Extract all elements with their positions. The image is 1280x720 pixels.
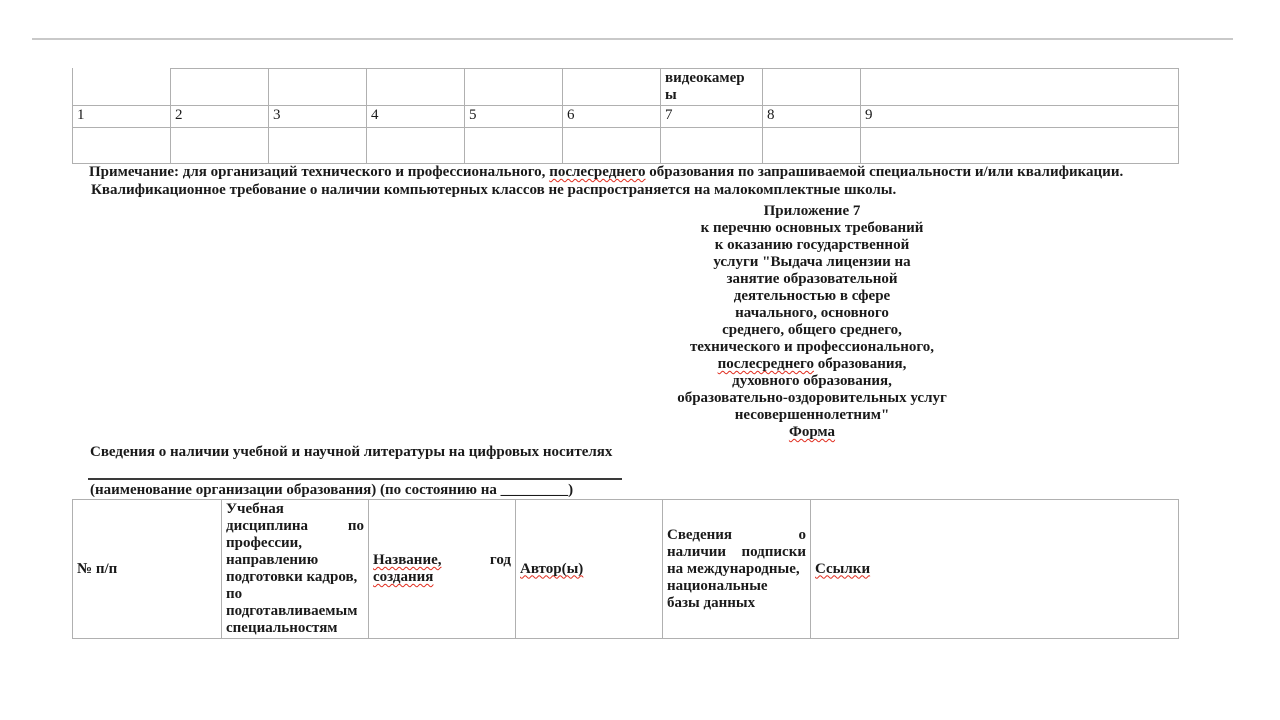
column-number-cell: 8 <box>763 106 861 128</box>
header-text: базы данных <box>667 594 756 611</box>
appendix-line <box>562 424 1062 441</box>
appendix-line: начального, основного <box>735 305 889 321</box>
appendix-line: образовательно-оздоровительных услуг <box>677 390 947 406</box>
header-text: год <box>489 552 511 568</box>
table-cell <box>465 128 563 164</box>
appendix-line <box>562 356 1062 373</box>
note-text: образования по запрашиваемой специальности и/или квалификации. <box>645 164 1124 180</box>
header-text: Сведения <box>667 526 733 543</box>
appendix-line-text: образования, <box>813 356 907 372</box>
note-paragraph <box>89 164 1123 199</box>
equipment-table-row-empty <box>73 128 1179 164</box>
appendix-line: деятельностью в сфере <box>733 288 891 304</box>
table-cell <box>367 128 465 164</box>
appendix-line: духовного образования, <box>732 373 892 389</box>
header-text: подписки <box>741 543 806 560</box>
header-cell-discipline <box>222 500 369 639</box>
header-text: создания <box>373 569 434 585</box>
equipment-table <box>72 68 1179 164</box>
table-cell <box>563 128 661 164</box>
header-text: наличии <box>667 543 727 560</box>
header-text: № п/п <box>77 560 118 577</box>
header-text: дисциплина <box>226 518 309 534</box>
column-number-cell: 6 <box>563 106 661 128</box>
header-cell-title-year <box>369 500 516 639</box>
header-text <box>667 544 806 561</box>
org-caption: (наименование организации образования) (по состоянию на _________) <box>90 482 574 498</box>
appendix-line: к оказанию государственной <box>714 237 910 253</box>
column-number-cell: 2 <box>171 106 269 128</box>
table-cell <box>861 128 1179 164</box>
header-text: по <box>226 586 243 602</box>
literature-table <box>72 499 1179 639</box>
table-cell <box>171 69 269 106</box>
camera-cell-text-wrap: ы <box>665 87 677 103</box>
appendix-line: Приложение 7 <box>763 203 861 219</box>
table-cell <box>661 128 763 164</box>
misspelled-word: Ссылки <box>815 560 871 577</box>
appendix-line: к перечню основных требований <box>700 220 924 236</box>
misspelled-word: Автор(ы) <box>520 560 584 577</box>
table-cell <box>73 69 171 106</box>
header-text <box>373 552 511 569</box>
header-cell-authors <box>516 500 663 639</box>
misspelled-word: послесреднего <box>549 164 646 180</box>
header-text: о <box>798 526 806 543</box>
header-cell-number <box>73 500 222 639</box>
header-cell-subscription <box>663 500 811 639</box>
equipment-table-row-continued <box>73 69 1179 106</box>
header-text: Учебная <box>226 501 284 517</box>
header-text <box>226 518 364 535</box>
header-text <box>667 527 806 544</box>
note-line-1 <box>89 164 1123 182</box>
table-cell <box>269 69 367 106</box>
table-cell <box>367 69 465 106</box>
appendix-line: несовершеннолетним" <box>734 407 890 423</box>
column-number-cell: 4 <box>367 106 465 128</box>
table-cell <box>73 128 171 164</box>
header-text: на международные, <box>667 560 800 577</box>
appendix-block <box>562 203 1062 441</box>
note-text: Примечание: для организаций технического и профессионального, <box>89 164 550 180</box>
table-cell <box>171 128 269 164</box>
column-number-cell: 1 <box>73 106 171 128</box>
header-text: по <box>347 518 364 534</box>
table-cell <box>465 69 563 106</box>
header-cell-links <box>811 500 1179 639</box>
header-text: специальностям <box>226 620 338 636</box>
table-cell <box>563 69 661 106</box>
appendix-line: занятие образовательной <box>726 271 898 287</box>
table-cell <box>861 69 1179 106</box>
header-text: национальные <box>667 577 768 594</box>
table-cell <box>269 128 367 164</box>
form-title: Сведения о наличии учебной и научной литературы на цифровых носителях <box>90 444 613 460</box>
appendix-line: среднего, общего среднего, <box>722 322 902 338</box>
column-number-cell: 7 <box>661 106 763 128</box>
header-text: направлению <box>226 552 319 568</box>
camera-cell-text: видеокамер <box>665 70 745 86</box>
page-separator-line <box>32 38 1233 40</box>
signature-rule <box>88 478 622 480</box>
misspelled-word: Название, <box>373 552 442 568</box>
misspelled-word: послесреднего <box>717 356 814 372</box>
column-number-cell: 3 <box>269 106 367 128</box>
table-cell <box>763 128 861 164</box>
table-cell <box>763 69 861 106</box>
column-number-cell: 9 <box>861 106 1179 128</box>
equipment-table-row-numbers <box>73 106 1179 128</box>
misspelled-word: Форма <box>788 424 836 440</box>
note-line-2: Квалификационное требование о наличии компьютерных классов не распространяется на малокомплектные школы. <box>91 181 897 198</box>
appendix-line: услуги "Выдача лицензии на <box>713 254 911 270</box>
misspelled-word <box>373 569 511 586</box>
appendix-line: технического и профессионального, <box>689 339 935 355</box>
header-text: профессии, <box>226 535 303 551</box>
literature-table-header-row <box>73 500 1179 639</box>
column-number-cell: 5 <box>465 106 563 128</box>
header-text: подготавливаемым <box>226 603 358 619</box>
header-text: подготовки кадров, <box>226 569 358 585</box>
camera-cell <box>661 69 763 106</box>
